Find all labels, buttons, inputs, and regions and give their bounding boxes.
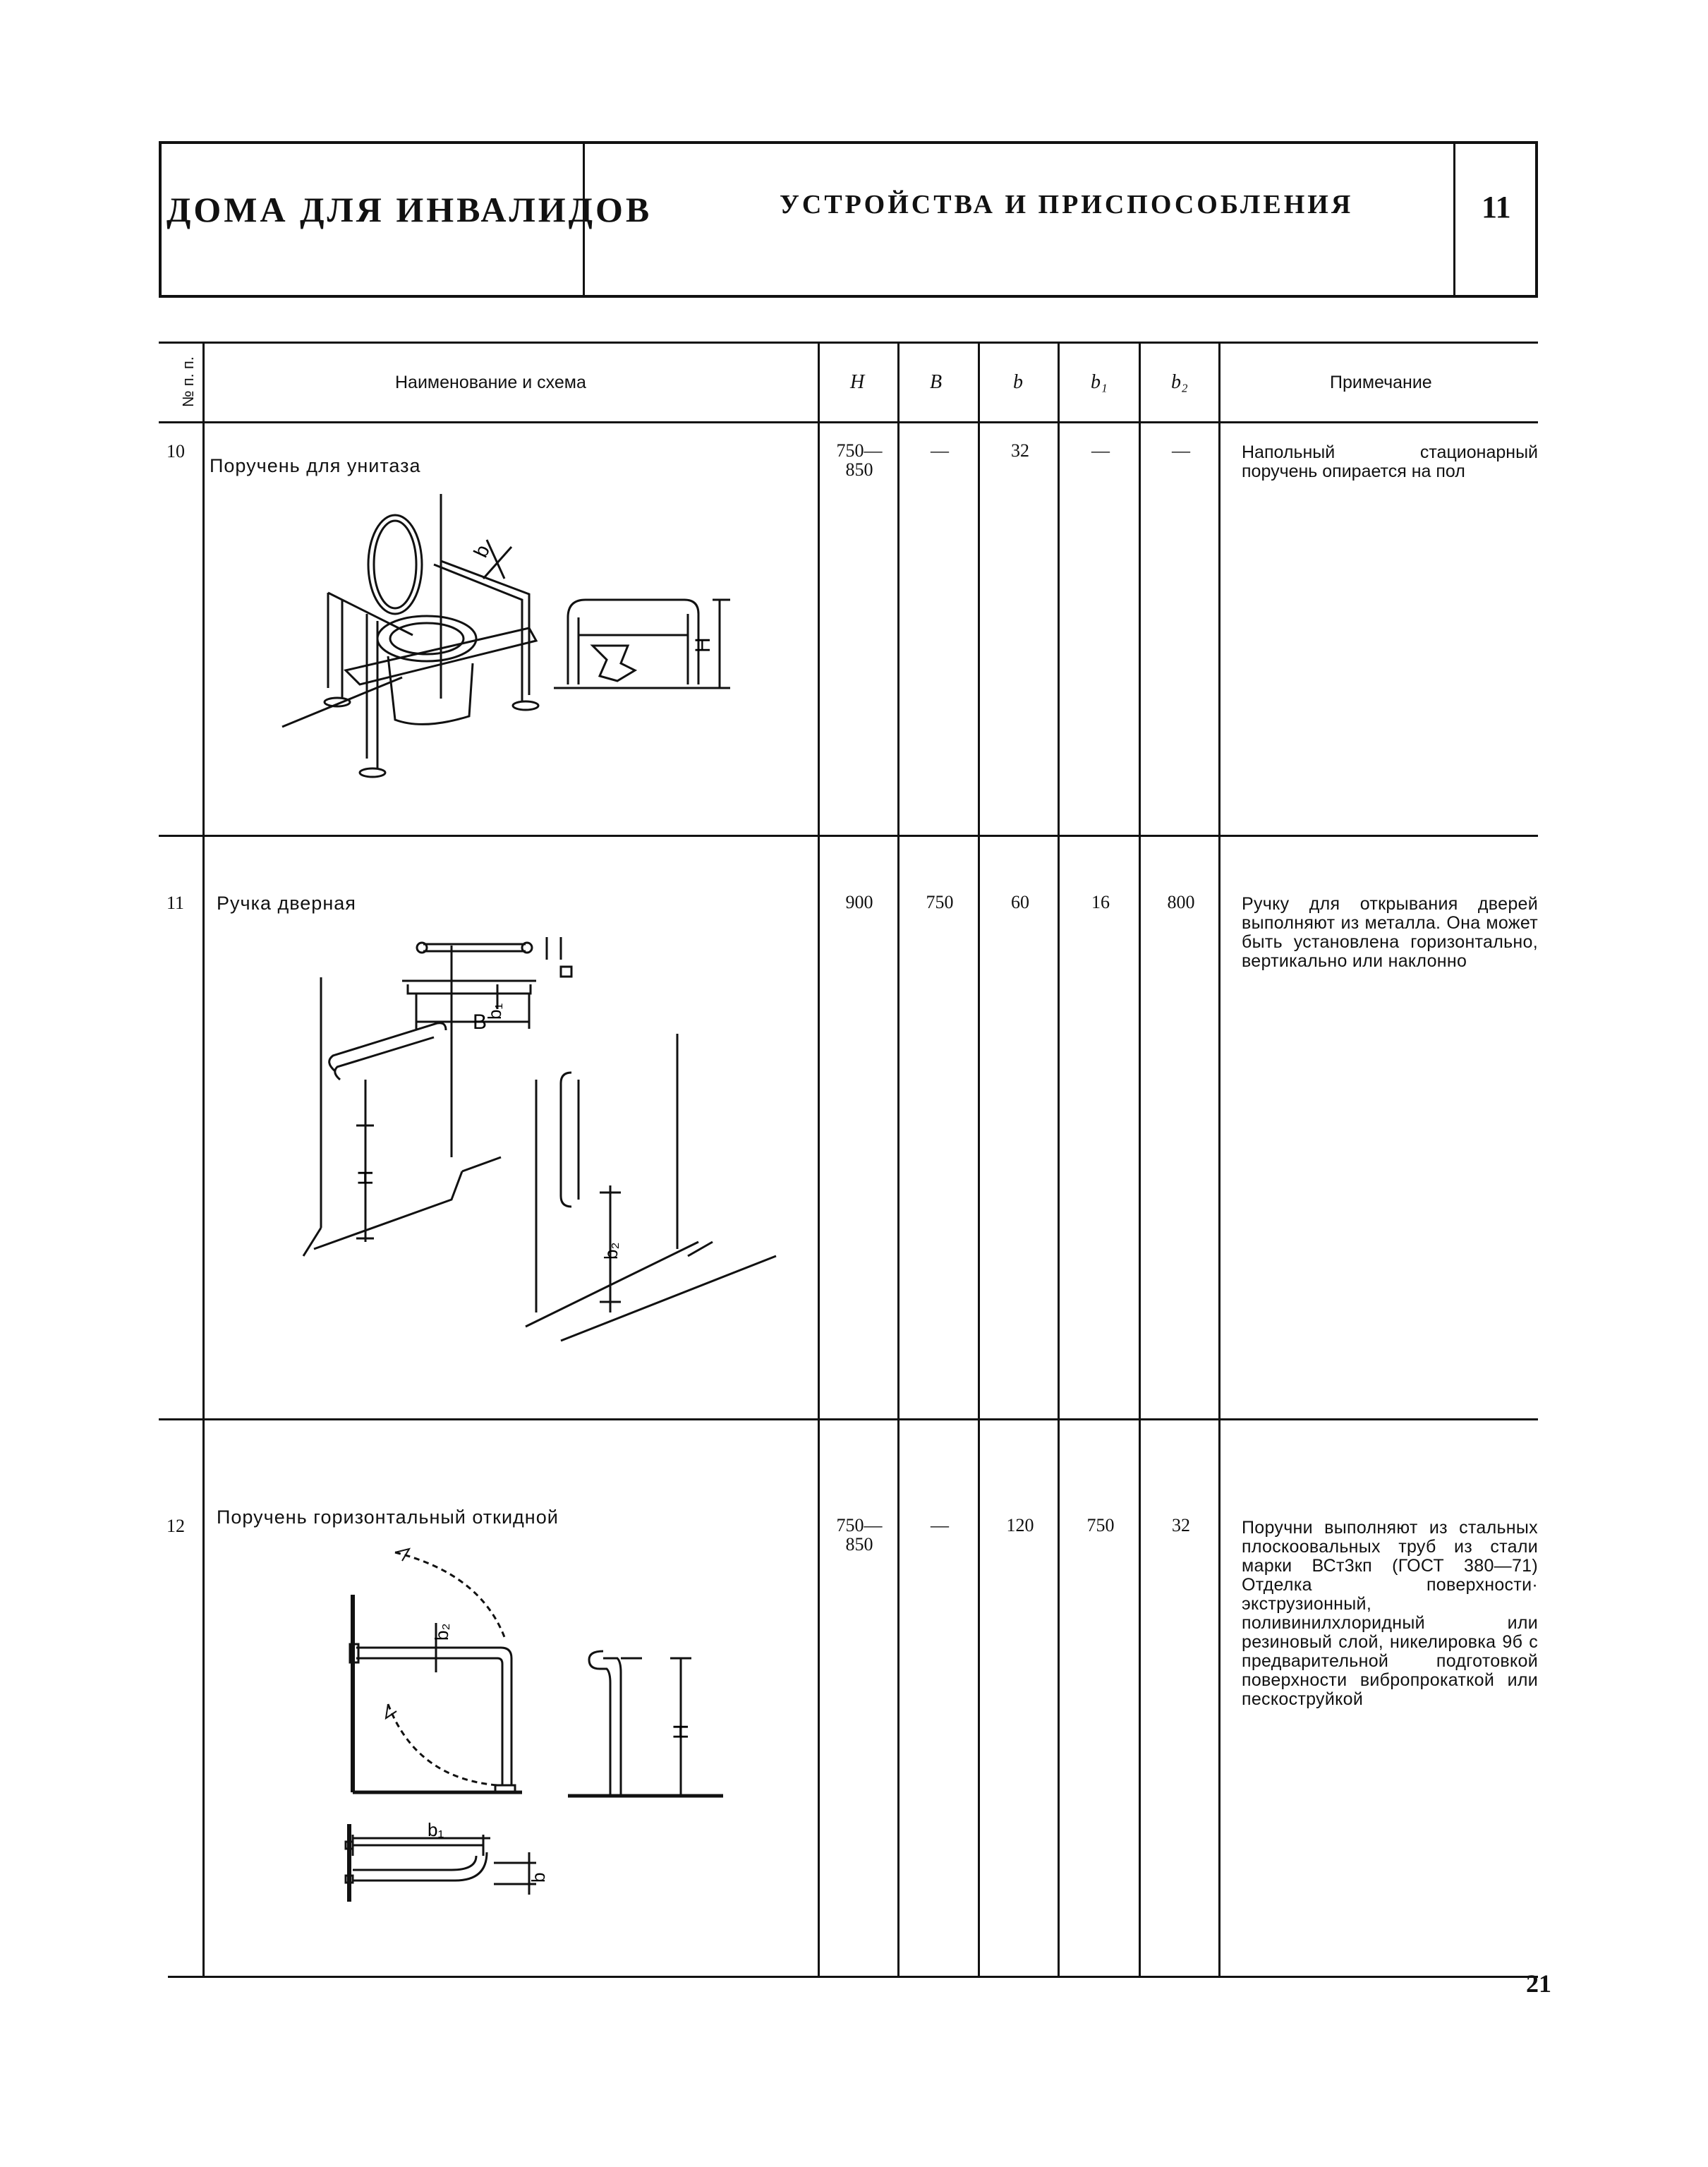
col-header-H: H	[850, 371, 865, 393]
row-number: 12	[166, 1516, 185, 1536]
header-divider-2	[1453, 141, 1455, 298]
cell-B: —	[931, 1515, 949, 1535]
folding-handrail-figure	[332, 1531, 741, 1926]
cell-b2: —	[1172, 440, 1190, 461]
col-header-b: b	[1013, 371, 1023, 393]
cell-b: 32	[1011, 440, 1029, 461]
sheet-number: 11	[1482, 190, 1511, 224]
cell-b1: 16	[1091, 892, 1110, 912]
col-sep-B	[978, 342, 980, 1976]
header-bottom-rule	[159, 295, 1538, 298]
fig-label-H: H	[691, 637, 715, 653]
cell-b1: 750	[1086, 1515, 1115, 1535]
header-left-border	[159, 141, 162, 298]
cell-H: 750— 850	[836, 440, 883, 480]
col-header-b2: b₂	[1171, 371, 1188, 393]
row-note: Ручку для открывания дверей выполняют из металла. Она может быть установлена горизонтально, вертикально или наклонно	[1242, 894, 1538, 971]
cell-H: 900	[845, 892, 873, 912]
row-note: Поручни выполняют из стальных плоскоовальных труб из стали марки ВСт3кп (ГОСТ 380—71) Отделка поверхности· экструзионный, поливинилхлоридный или резиновый слой, никелировка 9б с предварительной подготовкой поверхности вибропрокаткой или пескоструйкой	[1242, 1518, 1538, 1709]
row-number: 11	[166, 893, 185, 913]
fig-label-b1: b₁	[428, 1819, 444, 1840]
col-header-b1: b₁	[1091, 371, 1108, 393]
fig-label-B: B	[473, 1010, 487, 1034]
cell-b: 120	[1006, 1515, 1034, 1535]
col-header-num: № п. п.	[179, 356, 197, 407]
fig-label-b1: b₁	[484, 1003, 505, 1020]
table-bottom-rule	[168, 1976, 1538, 1978]
row-note: Напольный стационарный поручень опирается на пол	[1242, 442, 1538, 481]
col-sep-name	[818, 342, 820, 1976]
fig-label-H: H	[670, 1724, 693, 1739]
cell-B: 750	[926, 892, 954, 912]
cell-b2: 800	[1167, 892, 1195, 912]
row-name: Поручень горизонтальный откидной	[217, 1507, 559, 1528]
row-name: Поручень для унитаза	[210, 455, 421, 476]
fig-label-b: b	[469, 541, 495, 561]
cell-H: 750— 850	[836, 1515, 883, 1555]
table-head-rule	[159, 421, 1538, 423]
col-header-note: Примечание	[1330, 373, 1432, 392]
fig-label-b2: b₂	[600, 1242, 622, 1260]
col-sep-b	[1058, 342, 1060, 1976]
header-right-border	[1535, 141, 1538, 298]
cell-b1: —	[1091, 440, 1110, 461]
col-sep-num	[202, 342, 205, 1976]
door-handle-figure	[282, 917, 776, 1341]
col-sep-b2	[1218, 342, 1221, 1976]
cell-b2: 32	[1172, 1515, 1190, 1535]
cell-B: —	[931, 440, 949, 461]
page-number: 21	[1526, 1969, 1551, 1998]
fig-label-H: H	[354, 1170, 377, 1185]
col-header-name: Наименование и схема	[395, 373, 586, 392]
series-title: ДОМА ДЛЯ ИНВАЛИДОВ	[166, 190, 653, 229]
table-top-rule	[159, 342, 1538, 344]
col-sep-H	[897, 342, 900, 1976]
header-top-rule	[159, 141, 1538, 144]
fig-label-b: b	[528, 1872, 549, 1883]
col-header-B: B	[930, 371, 943, 393]
row-number: 10	[166, 441, 185, 461]
col-sep-b1	[1139, 342, 1141, 1976]
cell-b: 60	[1011, 892, 1029, 912]
row-divider-1	[159, 835, 1538, 837]
row-divider-2	[159, 1418, 1538, 1420]
section-title: УСТРОЙСТВА И ПРИСПОСОБЛЕНИЯ	[780, 190, 1354, 219]
row-name: Ручка дверная	[217, 893, 356, 914]
toilet-handrail-figure	[261, 494, 769, 804]
fig-label-b2: b₂	[431, 1623, 452, 1641]
